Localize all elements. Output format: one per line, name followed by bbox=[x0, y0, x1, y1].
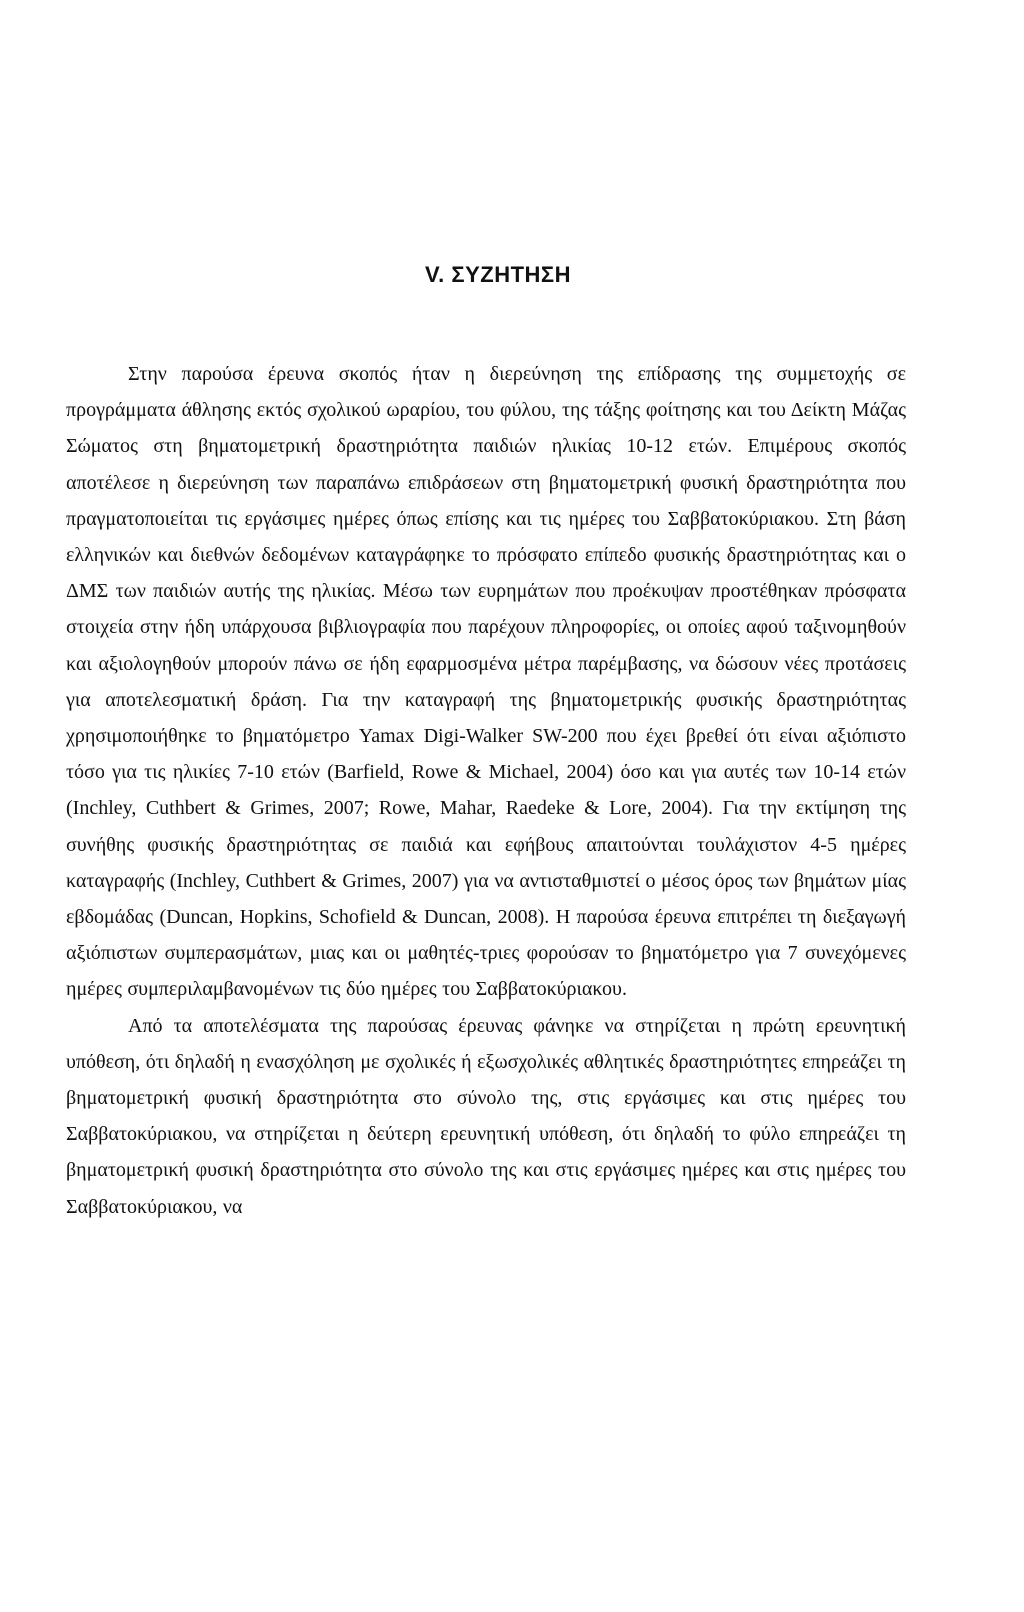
section-heading: V. ΣΥΖΗΤΗΣΗ bbox=[425, 262, 571, 287]
body-paragraph-2: Από τα αποτελέσματα της παρούσας έρευνας φάνηκε να στηρίζεται η πρώτη ερευνητική υπόθεση, ότι δηλαδή η ενασχόληση με σχολικές ή εξωσχολικές αθλητικές δραστηριότητες επηρεάζει τη βηματομετρική φυσική δραστηριότητα στο σύνολο της, στις εργάσιμες και στις ημέρες του Σαββατοκύριακου, να στηρίζεται η δεύτερη ερευνητική υπόθεση, ότι δηλαδή το φύλο επηρεάζει τη βηματομετρική φυσική δραστηριότητα στο σύνολο της και στις εργάσιμες ημέρες και στις ημέρες του Σαββατοκύριακου, να bbox=[66, 1014, 906, 1218]
body-paragraph-1: Στην παρούσα έρευνα σκοπός ήταν η διερεύνηση της επίδρασης της συμμετοχής σε προγράμματα άθλησης εκτός σχολικού ωραρίου, του φύλου, της τάξης φοίτησης και του Δείκτη Μάζας Σώματος στη βηματομετρική δραστηριότητα παιδιών ηλικίας 10-12 ετών. Επιμέρους σκοπός αποτέλεσε η διερεύνηση των παραπάνω επιδράσεων στη βηματομετρική φυσική δραστηριότητα που πραγματοποιείται τις εργάσιμες ημέρες όπως επίσης και τις ημέρες του Σαββατοκύριακου. Στη βάση ελληνικών και διεθνών δεδομένων καταγράφηκε το πρόσφατο επίπεδο φυσικής δραστηριότητας και ο ΔΜΣ των παιδιών αυτής της ηλικίας. Μέσω των ευρημάτων που προέκυψαν προστέθηκαν πρόσφατα στοιχεία στην ήδη υπάρχουσα βιβλιογραφία που παρέχουν πληροφορίες, οι οποίες αφού ταξινομηθούν και αξιολογηθούν μπορούν πάνω σε ήδη εφαρμοσμένα μέτρα παρέμβασης, να δώσουν νέες προτάσεις για αποτελεσματική δράση. Για την καταγραφή της βηματομετρικής φυσικής δραστηριότητας χρησιμοποιήθηκε το βηματόμετρο Yamax Digi-Walker SW-200 που έχει βρεθεί ότι είναι αξιόπιστο τόσο για τις ηλικίες 7-10 ετών (Barfield, Rowe & Michael, 2004) όσο και για αυτές των 10-14 ετών (Inchley, Cuthbert & Grimes, 2007; Rowe, Mahar, Raedeke & Lore, 2004). Για την εκτίμηση της συνήθης φυσικής δραστηριότητας σε παιδιά και εφήβους απαιτούνται τουλάχιστον 4-5 ημέρες καταγραφής (Inchley, Cuthbert & Grimes, 2007) για να αντισταθμιστεί ο μέσος όρος των βημάτων μίας εβδομάδας (Duncan, Hopkins, Schofield & Duncan, 2008). Η παρούσα έρευνα επιτρέπει τη διεξαγωγή αξιόπιστων συμπερασμάτων, μιας και οι μαθητές-τριες φορούσαν το βηματόμετρο για 7 συνεχόμενες ημέρες συμπεριλαμβανομένων τις δύο ημέρες του Σαββατοκύριακου. bbox=[66, 363, 906, 1001]
document-page bbox=[66, 262, 906, 1225]
